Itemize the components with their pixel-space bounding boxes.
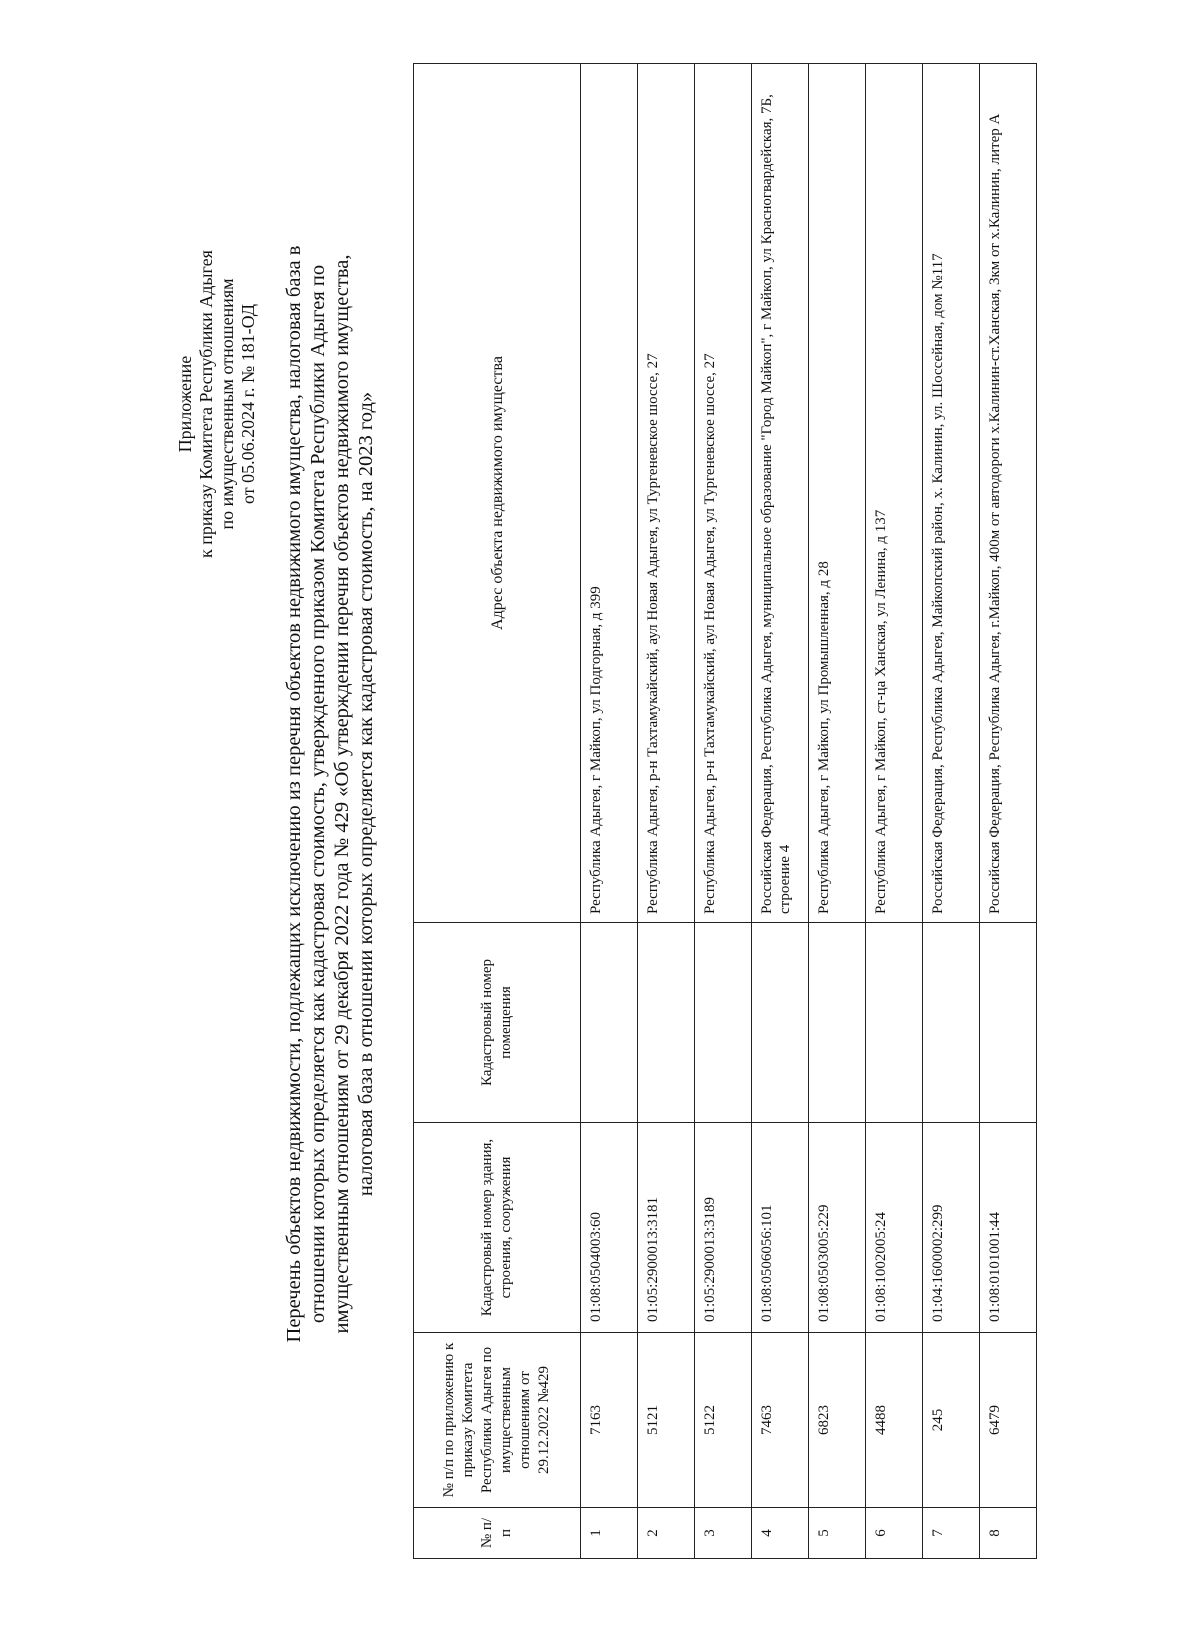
appendix-date: от 05.06.2024 г. № 181-ОД xyxy=(238,303,258,505)
table-row xyxy=(980,64,1037,1559)
cell-room xyxy=(638,923,695,1123)
cell-building: 01:04:1600002:299 xyxy=(923,1123,980,1333)
cell-building: 01:08:0503005:229 xyxy=(809,1123,866,1333)
cell-no: 5 xyxy=(809,1508,866,1559)
cell-no: 8 xyxy=(980,1508,1037,1559)
cell-address: Российская Федерация, Республика Адыгея, г.Майкоп, 400м от автодороги х.Калинин-ст.Ханская, 3км от х.Калинин, литер А xyxy=(980,64,1037,923)
cell-room xyxy=(866,923,923,1123)
table-row xyxy=(638,64,695,1559)
cell-address: Республика Адыгея, г Майкоп, ул Подгорная, д 399 xyxy=(581,64,638,923)
cell-room xyxy=(809,923,866,1123)
heading-line-2: отношении которых определяется как кадастровая стоимость, утвержденного приказом Комитета Республики Адыгея по xyxy=(307,264,329,1324)
cell-room xyxy=(980,923,1037,1123)
cell-address: Республика Адыгея, г Майкоп, ст-ца Ханская, ул Ленина, д 137 xyxy=(866,64,923,923)
cell-no: 1 xyxy=(581,1508,638,1559)
table-row xyxy=(923,64,980,1559)
table-header-row xyxy=(414,64,581,1559)
cell-ref: 7463 xyxy=(752,1333,809,1508)
cell-address: Республика Адыгея, г Майкоп, ул Промышленная, д 28 xyxy=(809,64,866,923)
cell-no: 6 xyxy=(866,1508,923,1559)
table-row xyxy=(695,64,752,1559)
cell-room xyxy=(752,923,809,1123)
property-table xyxy=(413,63,1037,1559)
cell-building: 01:05:2900013:3189 xyxy=(695,1123,752,1333)
heading-line-4: налоговая база в отношении которых определяется как кадастровая стоимость, на 2023 год» xyxy=(355,391,377,1197)
cell-building: 01:05:2900013:3181 xyxy=(638,1123,695,1333)
column-header-no: № п/п xyxy=(414,1508,581,1559)
cell-ref: 6479 xyxy=(980,1333,1037,1508)
cell-address: Российская Федерация, Республика Адыгея, муниципальное образование "Город Майкоп", г Майкоп, ул Красногвардейская, 7Б, строение 4 xyxy=(752,64,809,923)
cell-ref: 245 xyxy=(923,1333,980,1508)
cell-room xyxy=(695,923,752,1123)
table-row xyxy=(866,64,923,1559)
cell-no: 2 xyxy=(638,1508,695,1559)
table-row xyxy=(752,64,809,1559)
column-header-ref: № п/п по приложению к приказу Комитета Республики Адыгея по имущественным отношениям от 29.12.2022 №429 xyxy=(414,1333,581,1508)
column-header-room: Кадастровый номер помещения xyxy=(414,923,581,1123)
cell-room xyxy=(923,923,980,1123)
column-header-address: Адрес объекта недвижимого имущества xyxy=(414,64,581,923)
heading-line-3: имущественным отношениям от 29 декабря 2022 года № 429 «Об утверждении перечня объектов недвижимого имущества, xyxy=(331,254,353,1334)
cell-no: 3 xyxy=(695,1508,752,1559)
cell-building: 01:08:1002005:24 xyxy=(866,1123,923,1333)
cell-address: Российская Федерация, Республика Адыгея, Майкопский район, х. Калинин, ул. Шоссейная, дом №117 xyxy=(923,64,980,923)
cell-room xyxy=(581,923,638,1123)
appendix-committee: по имущественным отношениям xyxy=(217,278,237,530)
cell-no: 4 xyxy=(752,1508,809,1559)
cell-no: 7 xyxy=(923,1508,980,1559)
appendix-title: Приложение xyxy=(175,355,195,453)
cell-ref: 5122 xyxy=(695,1333,752,1508)
table-row xyxy=(581,64,638,1559)
cell-ref: 6823 xyxy=(809,1333,866,1508)
cell-address: Республика Адыгея, р-н Тахтамукайский, аул Новая Адыгея, ул Тургеневское шоссе, 27 xyxy=(638,64,695,923)
cell-building: 01:08:0101001:44 xyxy=(980,1123,1037,1333)
table-row xyxy=(809,64,866,1559)
heading-line-1: Перечень объектов недвижимости, подлежащих исключению из перечня объектов недвижимого имущества, налоговая база в xyxy=(283,245,305,1343)
cell-address: Республика Адыгея, р-н Тахтамукайский, аул Новая Адыгея, ул Тургеневское шоссе, 27 xyxy=(695,64,752,923)
column-header-building: Кадастровый номер здания, строения, сооружения xyxy=(414,1123,581,1333)
cell-ref: 4488 xyxy=(866,1333,923,1508)
document-heading xyxy=(282,184,378,1404)
appendix-header xyxy=(175,194,259,614)
appendix-order-ref: к приказу Комитета Республики Адыгея xyxy=(196,250,216,558)
cell-ref: 5121 xyxy=(638,1333,695,1508)
cell-ref: 7163 xyxy=(581,1333,638,1508)
cell-building: 01:08:0504003:60 xyxy=(581,1123,638,1333)
cell-building: 01:08:0506056:101 xyxy=(752,1123,809,1333)
